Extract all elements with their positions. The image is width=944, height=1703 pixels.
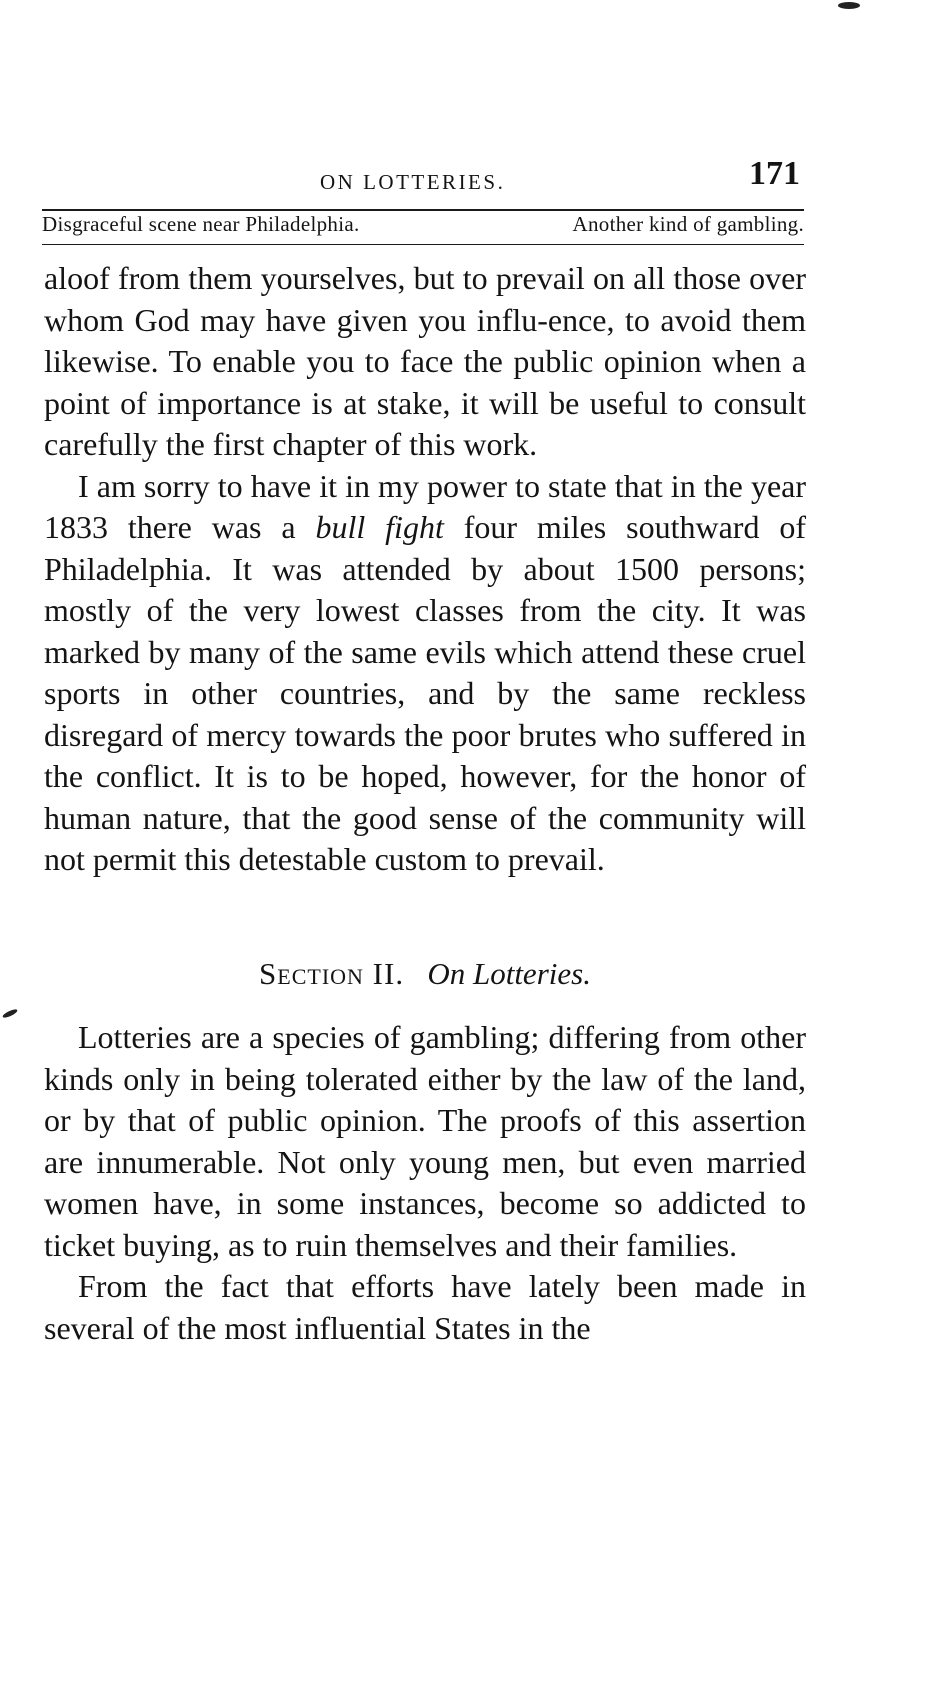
running-head	[42, 150, 804, 200]
paragraph-2	[44, 466, 806, 881]
paragraph-4: From the fact that efforts have lately been made in several of the most influential States in the	[44, 1268, 806, 1346]
section-label: Section II.	[259, 955, 405, 991]
paragraph-1: aloof from them yourselves, but to prevail on all those over whom God may have given you influ-ence, to avoid them likewise. To enable you to face the public opinion when a point of importance is at stake, it will be useful to consult carefully the first chapter of this work.	[44, 260, 806, 462]
header-rule-top	[42, 209, 804, 211]
header-rule-bottom	[42, 244, 804, 245]
subheading-right: Another kind of gambling.	[572, 212, 804, 236]
subheading-left: Disgraceful scene near Philadelphia.	[42, 212, 360, 236]
body-text	[44, 258, 806, 1349]
ink-speck	[2, 1008, 19, 1019]
paragraph-3: Lotteries are a species of gambling; differing from other kinds only in being tolerated either by the law of the land, or by that of public opinion. The proofs of this assertion are innumerable. Not only young men, but even married women have, in some instances, become so addicted to ticket buying, as to ruin themselves and their families.	[44, 1019, 806, 1263]
ink-speck	[838, 2, 860, 9]
section-title: On Lotteries.	[427, 955, 591, 991]
chapter-subheading	[42, 212, 804, 237]
section-heading	[44, 953, 806, 995]
bull-fight-emphasis: bull fight	[315, 509, 444, 545]
paragraph-2-end: four miles southward of Philadelphia. It was attended by about 1500 persons; mostly of the very lowest classes from the city. It was marked by many of the same evils which attend these cruel sports in other countries, and by the same reckless disregard of mercy towards the poor brutes who suffered in the conflict. It is to be hoped, however, for the honor of human nature, that the good sense of the community will not permit this detestable custom to prevail.	[44, 509, 806, 877]
running-title: ON LOTTERIES.	[320, 170, 506, 194]
page-number: 171	[749, 155, 800, 192]
paragraph-2-start: I am sorry to have it in my power to state that in the year 1833 there was a	[44, 467, 806, 545]
